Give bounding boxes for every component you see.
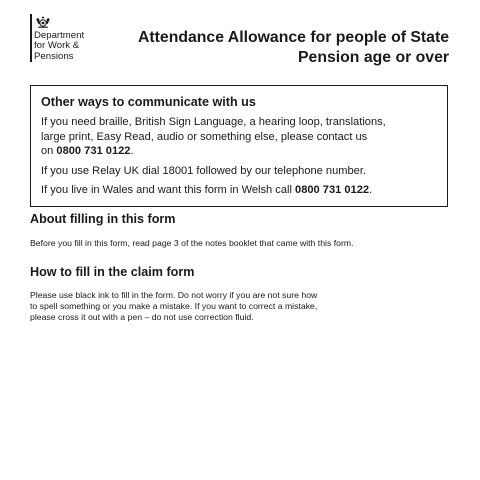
how-to-body (30, 290, 317, 324)
body-line: to spell something or you make a mistake. If you want to correct a mistake, (30, 301, 318, 312)
paragraph-line: large print, Easy Read, audio or something else, please contact us (41, 130, 368, 143)
paragraph-text: If you live in Wales and want this form in Welsh call (41, 184, 296, 197)
how-to-heading: How to fill in the claim form (30, 265, 195, 279)
paragraph-line: If you need braille, British Sign Language, a hearing loop, translations, (41, 116, 386, 128)
dwp-logo (30, 14, 120, 66)
department-line: Pensions (34, 50, 74, 62)
title-line: Pension age or over (298, 49, 449, 66)
body-line: Before you fill in this form, read page 3 of the notes booklet that came with this form. (30, 238, 354, 248)
welsh-paragraph (41, 183, 437, 198)
department-line: for Work & (34, 40, 80, 52)
accessibility-paragraph (41, 115, 437, 159)
phone-number: 0800 731 0122 (56, 145, 131, 158)
logo-divider (30, 14, 32, 62)
body-line: Please use black ink to fill in the form. Do not worry if you are not sure how (30, 290, 318, 300)
communication-info-box (30, 85, 448, 207)
title-line: Attendance Allowance for people of State (137, 29, 449, 46)
royal-crest-icon (34, 15, 52, 29)
paragraph-line (41, 144, 437, 159)
department-line: Department (34, 30, 85, 41)
paragraph-line (41, 183, 437, 198)
paragraph-text: on (41, 145, 57, 158)
paragraph-text: . (130, 145, 134, 158)
department-name (34, 31, 84, 62)
info-box-heading: Other ways to communicate with us (41, 95, 256, 109)
phone-number: 0800 731 0122 (295, 184, 370, 197)
paragraph-line: If you use Relay UK dial 18001 followed by our telephone number. (41, 164, 367, 177)
page-title (109, 28, 449, 68)
about-body (30, 238, 354, 249)
body-line: please cross it out with a pen – do not use correction fluid. (30, 312, 254, 323)
paragraph-text: . (369, 184, 373, 197)
about-heading: About filling in this form (30, 212, 176, 226)
relay-paragraph (41, 164, 437, 179)
